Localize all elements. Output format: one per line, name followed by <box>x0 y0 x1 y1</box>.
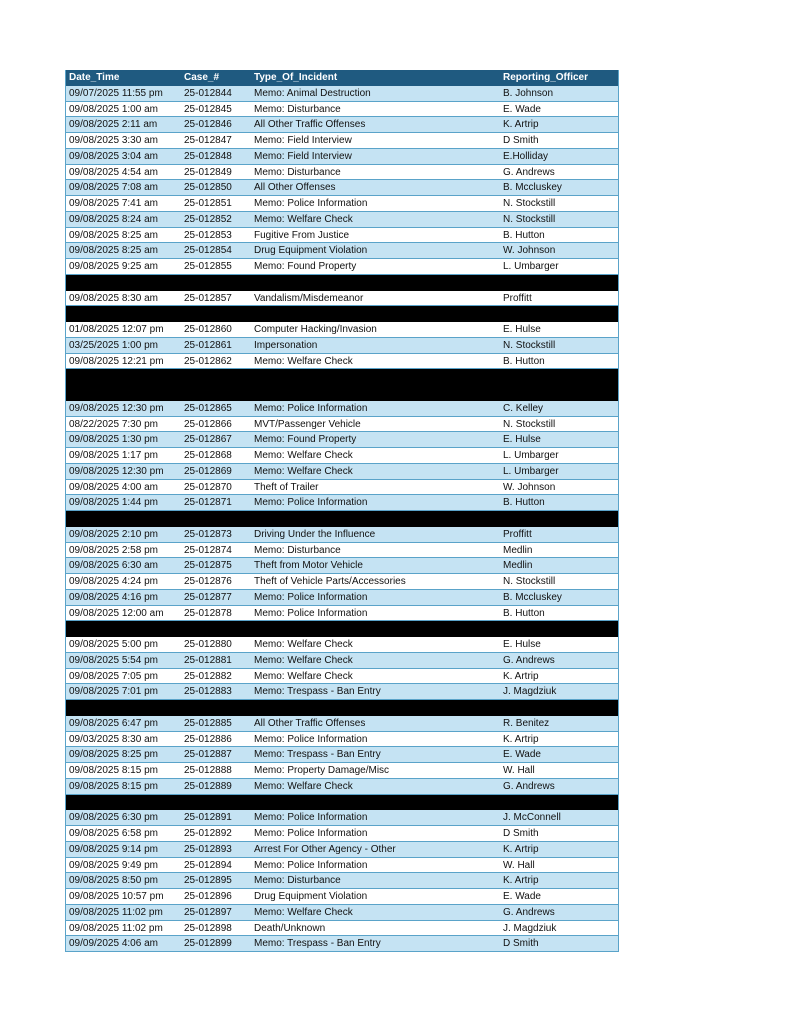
cell-reporting-officer: Medlin <box>503 560 533 572</box>
cell-reporting-officer: N. Stockstill <box>503 213 556 225</box>
redacted-row <box>66 306 618 322</box>
table-row <box>66 527 618 543</box>
cell-case-number: 25-012865 <box>184 402 232 414</box>
cell-date-time: 09/08/2025 11:02 pm <box>69 906 163 918</box>
cell-type-of-incident: Memo: Police Information <box>254 497 368 509</box>
cell-reporting-officer: B. Hutton <box>503 497 545 509</box>
redacted-row <box>66 700 618 716</box>
cell-reporting-officer: J. Magdziuk <box>503 922 557 934</box>
cell-type-of-incident: Theft of Vehicle Parts/Accessories <box>254 576 406 587</box>
cell-type-of-incident: Memo: Disturbance <box>254 166 341 178</box>
cell-case-number: 25-012861 <box>184 339 232 351</box>
cell-case-number: 25-012898 <box>184 922 232 934</box>
cell-reporting-officer: N. Stockstill <box>503 198 556 209</box>
table-row <box>66 480 618 496</box>
cell-type-of-incident: Memo: Welfare Check <box>254 654 353 666</box>
cell-reporting-officer: B. Mccluskey <box>503 591 562 603</box>
cell-type-of-incident: Vandalism/Misdemeanor <box>254 292 364 304</box>
cell-type-of-incident: Memo: Welfare Check <box>254 213 353 225</box>
cell-reporting-officer: B. Johnson <box>503 87 554 99</box>
cell-reporting-officer: E. Wade <box>503 749 541 761</box>
cell-type-of-incident: Memo: Welfare Check <box>254 450 353 461</box>
cell-reporting-officer: G. Andrews <box>503 780 555 792</box>
cell-date-time: 09/08/2025 2:10 pm <box>69 528 158 540</box>
cell-reporting-officer: J. McConnell <box>503 812 561 824</box>
table-row <box>66 905 618 921</box>
cell-reporting-officer: K. Artrip <box>503 733 539 745</box>
cell-date-time: 09/08/2025 5:00 pm <box>69 639 158 650</box>
table-row <box>66 196 618 212</box>
cell-type-of-incident: All Other Traffic Offenses <box>254 119 366 131</box>
redacted-row <box>66 275 618 291</box>
cell-date-time: 09/03/2025 8:30 am <box>69 733 158 745</box>
cell-date-time: 09/08/2025 6:58 pm <box>69 828 158 839</box>
table-row <box>66 259 618 275</box>
cell-reporting-officer: E. Hulse <box>503 434 541 446</box>
cell-type-of-incident: Memo: Welfare Check <box>254 465 353 477</box>
cell-type-of-incident: Memo: Animal Destruction <box>254 87 371 99</box>
table-row <box>66 653 618 669</box>
cell-reporting-officer: N. Stockstill <box>503 339 556 351</box>
cell-date-time: 03/25/2025 1:00 pm <box>69 339 158 351</box>
cell-date-time: 09/08/2025 4:24 pm <box>69 576 158 587</box>
table-row <box>66 669 618 685</box>
cell-type-of-incident: Memo: Police Information <box>254 591 368 603</box>
cell-type-of-incident: MVT/Passenger Vehicle <box>254 418 361 430</box>
table-row <box>66 747 618 763</box>
cell-reporting-officer: B. Mccluskey <box>503 182 562 194</box>
cell-case-number: 25-012880 <box>184 639 232 650</box>
table-row <box>66 165 618 181</box>
table-row <box>66 228 618 244</box>
table-row <box>66 417 618 433</box>
cell-reporting-officer: W. Johnson <box>503 481 556 493</box>
cell-reporting-officer: E. Wade <box>503 891 541 902</box>
cell-date-time: 09/08/2025 1:30 pm <box>69 434 158 446</box>
table-row <box>66 889 618 905</box>
cell-reporting-officer: K. Artrip <box>503 119 539 131</box>
redacted-row <box>66 795 618 811</box>
cell-date-time: 09/08/2025 6:30 pm <box>69 812 158 824</box>
cell-date-time: 09/08/2025 3:30 am <box>69 135 158 146</box>
cell-date-time: 09/08/2025 8:25 am <box>69 229 158 241</box>
cell-reporting-officer: C. Kelley <box>503 402 544 414</box>
cell-case-number: 25-012892 <box>184 828 232 839</box>
cell-date-time: 09/08/2025 7:08 am <box>69 182 158 194</box>
cell-case-number: 25-012866 <box>184 418 232 430</box>
header-date-time: Date_Time <box>69 72 120 83</box>
table-row <box>66 133 618 149</box>
cell-reporting-officer: E.Holliday <box>503 150 549 162</box>
cell-date-time: 09/08/2025 7:41 am <box>69 198 158 209</box>
table-row <box>66 180 618 196</box>
header-reporting-officer: Reporting_Officer <box>503 72 589 83</box>
cell-type-of-incident: Memo: Welfare Check <box>254 670 353 682</box>
cell-case-number: 25-012847 <box>184 135 232 146</box>
cell-case-number: 25-012868 <box>184 450 232 461</box>
cell-case-number: 25-012887 <box>184 749 232 761</box>
cell-type-of-incident: Memo: Field Interview <box>254 150 352 162</box>
cell-type-of-incident: Memo: Police Information <box>254 607 368 619</box>
table-row <box>66 401 618 417</box>
table-row <box>66 86 618 102</box>
redacted-row <box>66 385 618 401</box>
cell-reporting-officer: G. Andrews <box>503 906 555 918</box>
table-row <box>66 243 618 259</box>
cell-case-number: 25-012894 <box>184 859 232 871</box>
table-row <box>66 606 618 622</box>
table-row <box>66 495 618 511</box>
cell-type-of-incident: Driving Under the Influence <box>254 528 376 540</box>
table-row <box>66 684 618 700</box>
cell-case-number: 25-012878 <box>184 607 232 619</box>
cell-type-of-incident: Memo: Welfare Check <box>254 906 353 918</box>
cell-reporting-officer: B. Hutton <box>503 355 545 367</box>
cell-type-of-incident: Memo: Police Information <box>254 828 368 839</box>
cell-reporting-officer: D Smith <box>503 938 539 950</box>
cell-case-number: 25-012896 <box>184 891 232 902</box>
cell-reporting-officer: B. Hutton <box>503 607 545 619</box>
cell-case-number: 25-012873 <box>184 528 232 540</box>
cell-reporting-officer: G. Andrews <box>503 654 555 666</box>
table-row <box>66 322 618 338</box>
cell-type-of-incident: Memo: Welfare Check <box>254 780 353 792</box>
cell-reporting-officer: K. Artrip <box>503 875 539 887</box>
cell-case-number: 25-012851 <box>184 198 232 209</box>
cell-date-time: 09/08/2025 12:30 pm <box>69 465 164 477</box>
cell-case-number: 25-012850 <box>184 182 232 194</box>
cell-type-of-incident: Impersonation <box>254 339 318 351</box>
cell-date-time: 09/09/2025 4:06 am <box>69 938 158 950</box>
cell-type-of-incident: Memo: Police Information <box>254 812 368 824</box>
cell-case-number: 25-012877 <box>184 591 232 603</box>
cell-date-time: 08/22/2025 7:30 pm <box>69 418 158 430</box>
cell-case-number: 25-012882 <box>184 670 232 682</box>
cell-case-number: 25-012844 <box>184 87 232 99</box>
cell-date-time: 09/08/2025 8:15 pm <box>69 765 158 776</box>
table-row <box>66 291 618 307</box>
table-row <box>66 432 618 448</box>
cell-reporting-officer: J. Magdziuk <box>503 686 557 698</box>
cell-type-of-incident: Drug Equipment Violation <box>254 891 368 902</box>
cell-case-number: 25-012883 <box>184 686 232 698</box>
cell-type-of-incident: Memo: Trespass - Ban Entry <box>254 686 381 698</box>
cell-date-time: 09/08/2025 9:14 pm <box>69 843 158 855</box>
table-row <box>66 543 618 559</box>
cell-case-number: 25-012897 <box>184 906 232 918</box>
cell-type-of-incident: Drug Equipment Violation <box>254 245 368 257</box>
cell-case-number: 25-012899 <box>184 938 232 950</box>
table-row <box>66 858 618 874</box>
cell-case-number: 25-012845 <box>184 103 232 115</box>
cell-case-number: 25-012889 <box>184 780 232 792</box>
table-row <box>66 716 618 732</box>
cell-date-time: 09/08/2025 12:30 pm <box>69 402 164 414</box>
cell-reporting-officer: Medlin <box>503 544 533 556</box>
table-row <box>66 338 618 354</box>
cell-date-time: 09/08/2025 7:01 pm <box>69 686 158 698</box>
table-row <box>66 212 618 228</box>
cell-date-time: 01/08/2025 12:07 pm <box>69 324 164 335</box>
cell-reporting-officer: L. Umbarger <box>503 465 559 477</box>
cell-reporting-officer: W. Hall <box>503 859 535 871</box>
cell-reporting-officer: D Smith <box>503 135 539 146</box>
cell-date-time: 09/08/2025 6:47 pm <box>69 717 158 729</box>
table-row <box>66 842 618 858</box>
cell-case-number: 25-012867 <box>184 434 232 446</box>
table-row <box>66 590 618 606</box>
redacted-row <box>66 369 618 385</box>
table-row <box>66 354 618 370</box>
cell-date-time: 09/08/2025 4:54 am <box>69 166 158 178</box>
cell-date-time: 09/08/2025 2:11 am <box>69 119 158 131</box>
cell-case-number: 25-012876 <box>184 576 232 587</box>
table-row <box>66 921 618 937</box>
cell-case-number: 25-012854 <box>184 245 232 257</box>
cell-date-time: 09/08/2025 4:00 am <box>69 481 158 493</box>
cell-case-number: 25-012885 <box>184 717 232 729</box>
cell-case-number: 25-012862 <box>184 355 232 367</box>
cell-type-of-incident: Memo: Found Property <box>254 434 357 446</box>
cell-type-of-incident: Memo: Property Damage/Misc <box>254 765 390 776</box>
cell-type-of-incident: Memo: Disturbance <box>254 875 341 887</box>
table-row <box>66 464 618 480</box>
cell-case-number: 25-012860 <box>184 324 232 335</box>
cell-type-of-incident: Memo: Disturbance <box>254 544 341 556</box>
cell-reporting-officer: N. Stockstill <box>503 576 556 587</box>
table-row <box>66 826 618 842</box>
cell-case-number: 25-012871 <box>184 497 232 509</box>
cell-date-time: 09/08/2025 4:16 pm <box>69 591 158 603</box>
cell-date-time: 09/08/2025 8:15 pm <box>69 780 158 792</box>
cell-case-number: 25-012895 <box>184 875 232 887</box>
cell-type-of-incident: Computer Hacking/Invasion <box>254 324 377 335</box>
table-row <box>66 732 618 748</box>
table-row <box>66 558 618 574</box>
cell-case-number: 25-012852 <box>184 213 232 225</box>
cell-reporting-officer: K. Artrip <box>503 670 539 682</box>
table-row <box>66 448 618 464</box>
cell-date-time: 09/08/2025 12:00 am <box>69 607 164 619</box>
table-row <box>66 102 618 118</box>
cell-date-time: 09/08/2025 1:17 pm <box>69 450 158 461</box>
table-row <box>66 117 618 133</box>
cell-type-of-incident: Memo: Police Information <box>254 402 368 414</box>
cell-case-number: 25-012848 <box>184 150 232 162</box>
cell-type-of-incident: All Other Offenses <box>254 182 336 194</box>
table-body <box>66 86 618 952</box>
cell-type-of-incident: All Other Traffic Offenses <box>254 717 366 729</box>
cell-case-number: 25-012891 <box>184 812 232 824</box>
cell-date-time: 09/08/2025 10:57 pm <box>69 891 164 902</box>
cell-case-number: 25-012853 <box>184 229 232 241</box>
table-row <box>66 810 618 826</box>
cell-date-time: 09/08/2025 5:54 pm <box>69 654 158 666</box>
cell-type-of-incident: Fugitive From Justice <box>254 229 350 241</box>
redacted-row <box>66 621 618 637</box>
cell-reporting-officer: E. Wade <box>503 103 541 115</box>
cell-date-time: 09/08/2025 9:25 am <box>69 261 158 272</box>
cell-reporting-officer: E. Hulse <box>503 639 541 650</box>
cell-case-number: 25-012855 <box>184 261 232 272</box>
cell-date-time: 09/08/2025 2:58 pm <box>69 544 158 556</box>
cell-case-number: 25-012857 <box>184 292 232 304</box>
cell-reporting-officer: Proffitt <box>503 292 532 304</box>
cell-reporting-officer: D Smith <box>503 828 539 839</box>
cell-type-of-incident: Memo: Trespass - Ban Entry <box>254 749 381 761</box>
table-row <box>66 149 618 165</box>
cell-reporting-officer: L. Umbarger <box>503 261 559 272</box>
cell-date-time: 09/08/2025 8:30 am <box>69 292 158 304</box>
cell-reporting-officer: B. Hutton <box>503 229 545 241</box>
cell-type-of-incident: Memo: Trespass - Ban Entry <box>254 938 381 950</box>
header-case-number: Case_# <box>184 72 220 83</box>
table-header-row <box>66 70 618 86</box>
cell-case-number: 25-012881 <box>184 654 232 666</box>
cell-type-of-incident: Memo: Police Information <box>254 733 368 745</box>
cell-type-of-incident: Memo: Disturbance <box>254 103 341 115</box>
redacted-row <box>66 511 618 527</box>
cell-case-number: 25-012886 <box>184 733 232 745</box>
cell-date-time: 09/08/2025 11:02 pm <box>69 922 163 934</box>
cell-date-time: 09/08/2025 6:30 am <box>69 560 158 572</box>
cell-case-number: 25-012888 <box>184 765 232 776</box>
cell-reporting-officer: G. Andrews <box>503 166 555 178</box>
cell-date-time: 09/07/2025 11:55 pm <box>69 87 163 99</box>
table-row <box>66 763 618 779</box>
cell-reporting-officer: Proffitt <box>503 528 532 540</box>
table-row <box>66 574 618 590</box>
cell-type-of-incident: Memo: Welfare Check <box>254 355 353 367</box>
cell-date-time: 09/08/2025 3:04 am <box>69 150 158 162</box>
cell-reporting-officer: N. Stockstill <box>503 418 556 430</box>
cell-date-time: 09/08/2025 1:44 pm <box>69 497 158 509</box>
cell-date-time: 09/08/2025 8:25 am <box>69 245 158 257</box>
cell-type-of-incident: Theft of Trailer <box>254 481 319 493</box>
cell-type-of-incident: Memo: Welfare Check <box>254 639 353 650</box>
cell-date-time: 09/08/2025 8:25 pm <box>69 749 158 761</box>
cell-type-of-incident: Memo: Police Information <box>254 198 368 209</box>
cell-date-time: 09/08/2025 12:21 pm <box>69 355 164 367</box>
cell-case-number: 25-012875 <box>184 560 232 572</box>
cell-type-of-incident: Arrest For Other Agency - Other <box>254 843 396 855</box>
cell-reporting-officer: W. Hall <box>503 765 535 776</box>
cell-case-number: 25-012849 <box>184 166 232 178</box>
header-type-of-incident: Type_Of_Incident <box>254 72 338 83</box>
table-row <box>66 637 618 653</box>
incident-report-table <box>65 70 619 952</box>
cell-case-number: 25-012869 <box>184 465 232 477</box>
cell-case-number: 25-012893 <box>184 843 232 855</box>
cell-reporting-officer: E. Hulse <box>503 324 541 335</box>
cell-reporting-officer: W. Johnson <box>503 245 556 257</box>
cell-type-of-incident: Memo: Police Information <box>254 859 368 871</box>
cell-type-of-incident: Theft from Motor Vehicle <box>254 560 363 572</box>
cell-reporting-officer: L. Umbarger <box>503 450 559 461</box>
cell-case-number: 25-012846 <box>184 119 232 131</box>
cell-reporting-officer: K. Artrip <box>503 843 539 855</box>
cell-case-number: 25-012870 <box>184 481 232 493</box>
cell-date-time: 09/08/2025 8:24 am <box>69 213 158 225</box>
table-row <box>66 779 618 795</box>
cell-date-time: 09/08/2025 1:00 am <box>69 103 158 115</box>
cell-date-time: 09/08/2025 7:05 pm <box>69 670 158 682</box>
cell-type-of-incident: Memo: Field Interview <box>254 135 352 146</box>
table-row <box>66 873 618 889</box>
cell-case-number: 25-012874 <box>184 544 232 556</box>
cell-date-time: 09/08/2025 9:49 pm <box>69 859 158 871</box>
cell-type-of-incident: Death/Unknown <box>254 922 326 934</box>
cell-date-time: 09/08/2025 8:50 pm <box>69 875 158 887</box>
table-row <box>66 936 618 952</box>
cell-type-of-incident: Memo: Found Property <box>254 261 357 272</box>
cell-reporting-officer: R. Benitez <box>503 717 550 729</box>
